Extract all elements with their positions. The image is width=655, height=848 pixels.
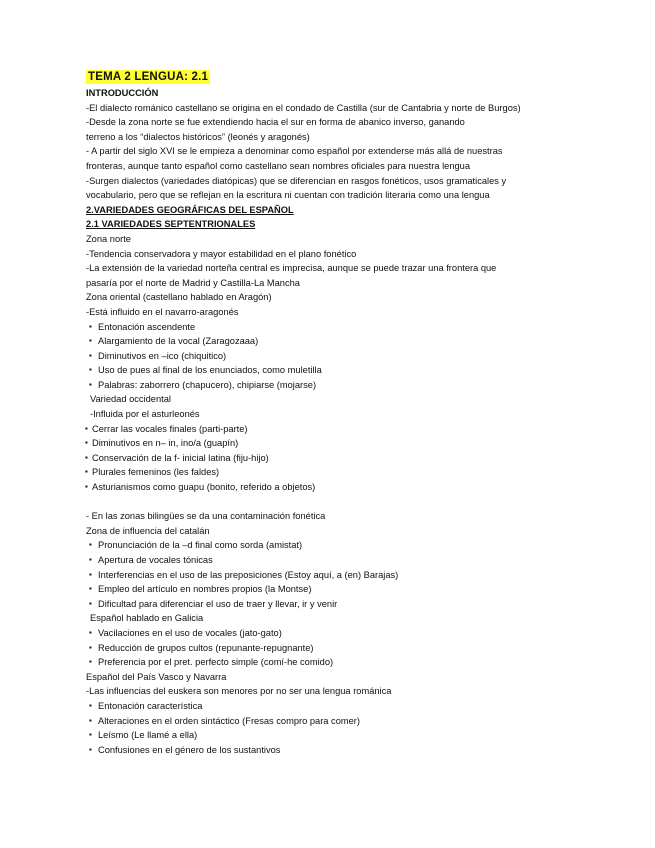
zona-oriental-intro: -Está influido en el navarro-aragonés [86, 306, 239, 317]
list-item: ▪ Diminutivos en n– in, ino/a (guapín) [86, 436, 634, 451]
intro-line: terreno a los “dialectos históricos” (leonés y aragonés) [86, 131, 310, 142]
spacer [86, 495, 634, 510]
intro-line: -El dialecto románico castellano se origina en el condado de Castilla (sur de Cantabria y norte de Burgos) [86, 102, 521, 113]
document-page [86, 70, 634, 757]
page-title: TEMA 2 LENGUA: 2.1 [88, 71, 209, 83]
section-2-1-heading: 2.1 VARIEDADES SEPTENTRIONALES [86, 219, 256, 230]
intro-line: fronteras, aunque tanto español como castellano sean nombres oficiales para nuestra lengua [86, 160, 471, 171]
zona-norte-heading: Zona norte [86, 233, 131, 244]
list-item: ▪ Conservación de la f- inicial latina (fiju-hijo) [86, 451, 634, 466]
zona-norte-line: pasaría por el norte de Madrid y Castilla-La Mancha [86, 277, 300, 288]
list-item: ▪ Empleo del artículo en nombres propios (la Montse) [86, 582, 634, 597]
list-item: ▪ Vacilaciones en el uso de vocales (jato-gato) [86, 626, 634, 641]
list-item: ▪ Alargamiento de la vocal (Zaragozaaa) [86, 334, 634, 349]
list-item: ▪ Palabras: zaborrero (chapucero), chipiarse (mojarse) [86, 378, 634, 393]
zona-norte-line: -Tendencia conservadora y mayor estabilidad en el plano fonético [86, 248, 357, 259]
intro-line: vocabulario, pero que se reflejan en la escritura ni cuentan con tradición literaria como una lengua [86, 190, 490, 201]
variedad-occidental-heading: Variedad occidental [90, 394, 171, 405]
list-item: ▪ Confusiones en el género de los sustantivos [86, 743, 634, 758]
catalan-heading: Zona de influencia del catalán [86, 525, 210, 536]
list-item: ▪ Preferencia por el pret. perfecto simple (comí-he comido) [86, 655, 634, 670]
list-item: ▪ Cerrar las vocales finales (parti-parte) [86, 422, 634, 437]
list-item: ▪ Interferencias en el uso de las preposiciones (Estoy aquí, a (en) Barajas) [86, 568, 634, 583]
galicia-heading: Español hablado en Galicia [90, 613, 204, 624]
bilingues-line: - En las zonas bilingües se da una contaminación fonética [86, 511, 326, 522]
list-item: ▪ Pronunciación de la –d final como sorda (amistat) [86, 538, 634, 553]
list-item: ▪ Uso de pues al final de los enunciados, como muletilla [86, 363, 634, 378]
section-2-heading: 2.VARIEDADES GEOGRÁFICAS DEL ESPAÑOL [86, 204, 294, 215]
intro-heading: INTRODUCCIÓN [86, 88, 159, 98]
intro-line: -Desde la zona norte se fue extendiendo hacia el sur en forma de abanico inverso, ganando [86, 117, 465, 128]
list-item: ▪ Entonación ascendente [86, 320, 634, 335]
vasco-intro: -Las influencias del euskera son menores por no ser una lengua románica [86, 686, 392, 697]
intro-line: - A partir del siglo XVI se le empieza a denominar como español por extenderse más allá de nuestras [86, 146, 503, 157]
list-item: ▪ Dificultad para diferenciar el uso de traer y llevar, ir y venir [86, 597, 634, 612]
zona-oriental-heading: Zona oriental (castellano hablado en Aragón) [86, 292, 272, 303]
list-item: ▪ Diminutivos en –ico (chiquitico) [86, 349, 634, 364]
vasco-heading: Español del País Vasco y Navarra [86, 671, 227, 682]
list-item: ▪ Entonación característica [86, 699, 634, 714]
list-item: ▪ Alteraciones en el orden sintáctico (Fresas compro para comer) [86, 714, 634, 729]
list-item: ▪ Plurales femeninos (les faldes) [86, 465, 634, 480]
intro-line: -Surgen dialectos (variedades diatópicas) que se diferencian en rasgos fonéticos, usos gramaticales y [86, 175, 507, 186]
zona-norte-line: -La extensión de la variedad norteña central es imprecisa, aunque se puede trazar una frontera que [86, 263, 497, 274]
list-item: ▪ Apertura de vocales tónicas [86, 553, 634, 568]
variedad-occidental-intro: -Influida por el asturleonés [90, 409, 200, 420]
list-item: ▪ Reducción de grupos cultos (repunante-repugnante) [86, 641, 634, 656]
list-item: ▪ Leísmo (Le llamé a ella) [86, 728, 634, 743]
list-item: ▪ Asturianismos como guapu (bonito, referido a objetos) [86, 480, 634, 495]
